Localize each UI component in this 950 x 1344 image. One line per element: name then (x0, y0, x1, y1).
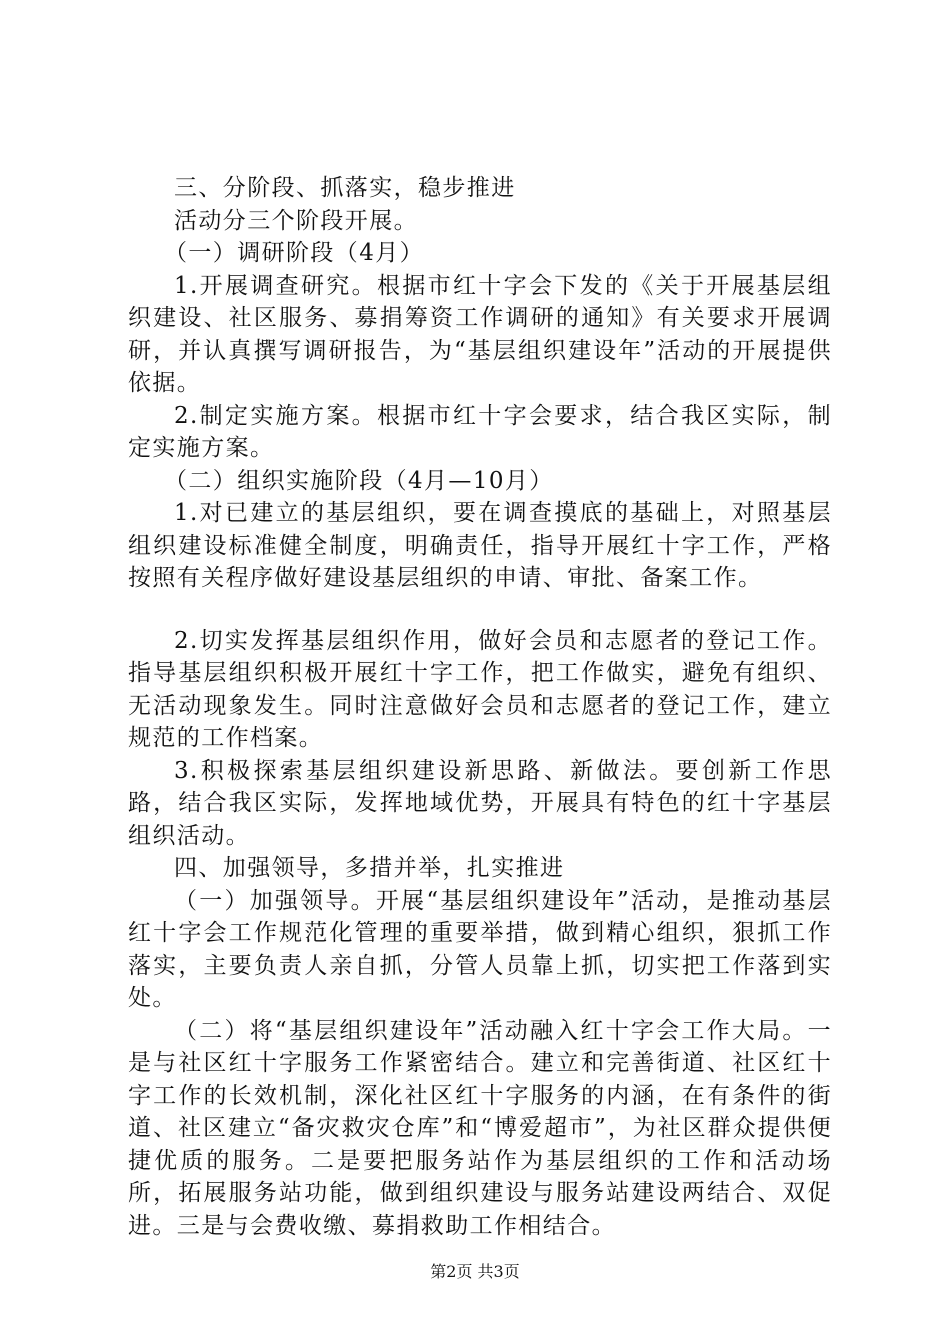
paragraph: 1.开展调查研究。根据市红十字会下发的《关于开展基层组织建设、社区服务、募捐筹资工作调研的通知》有关要求开展调研，并认真撰写调研报告，为“基层组织建设年”活动的开展提供依据。 (128, 272, 832, 396)
subsection-heading: （一）调研阶段（4月） (164, 240, 425, 266)
section-heading-3: 三、分阶段、抓落实，稳步推进 (174, 175, 516, 201)
paragraph: （一）加强领导。开展“基层组织建设年”活动，是推动基层红十字会工作规范化管理的重要举措，做到精心组织，狠抓工作落实，主要负责人亲自抓，分管人员靠上抓，切实把工作落到实处。 (128, 887, 832, 1011)
paragraph: 活动分三个阶段开展。 (174, 207, 418, 234)
paragraph: 2.制定实施方案。根据市红十字会要求，结合我区实际，制定实施方案。 (128, 402, 832, 461)
page-footer: 第2页 共3页 (430, 1262, 520, 1281)
paragraph: 3.积极探索基层组织建设新思路、新做法。要创新工作思路，结合我区实际，发挥地域优势，开展具有特色的红十字基层组织活动。 (128, 757, 832, 849)
subsection-heading: （二）组织实施阶段（4月—10月） (164, 467, 554, 494)
section-heading-4: 四、加强领导，多措并举，扎实推进 (174, 855, 565, 881)
paragraph: 2.切实发挥基层组织作用，做好会员和志愿者的登记工作。指导基层组织积极开展红十字工作，把工作做实，避免有组织、无活动现象发生。同时注意做好会员和志愿者的登记工作，建立规范的工作档案。 (128, 627, 832, 751)
paragraph: 1.对已建立的基层组织，要在调查摸底的基础上，对照基层组织建设标准健全制度，明确责任，指导开展红十字工作，严格按照有关程序做好建设基层组织的申请、审批、备案工作。 (128, 500, 832, 591)
paragraph: （二）将“基层组织建设年”活动融入红十字会工作大局。一是与社区红十字服务工作紧密结合。建立和完善街道、社区红十字工作的长效机制，深化社区红十字服务的内涵，在有条件的街道、社区建立“备灾救灾仓库”和“博爱超市”，为社区群众提供便捷优质的服务。二是要把服务站作为基层组织的工作和活动场所，拓展服务站功能，做到组织建设与服务站建设两结合、双促进。三是与会费收缴、募捐救助工作相结合。 (128, 1017, 832, 1239)
document-body (128, 172, 832, 1242)
